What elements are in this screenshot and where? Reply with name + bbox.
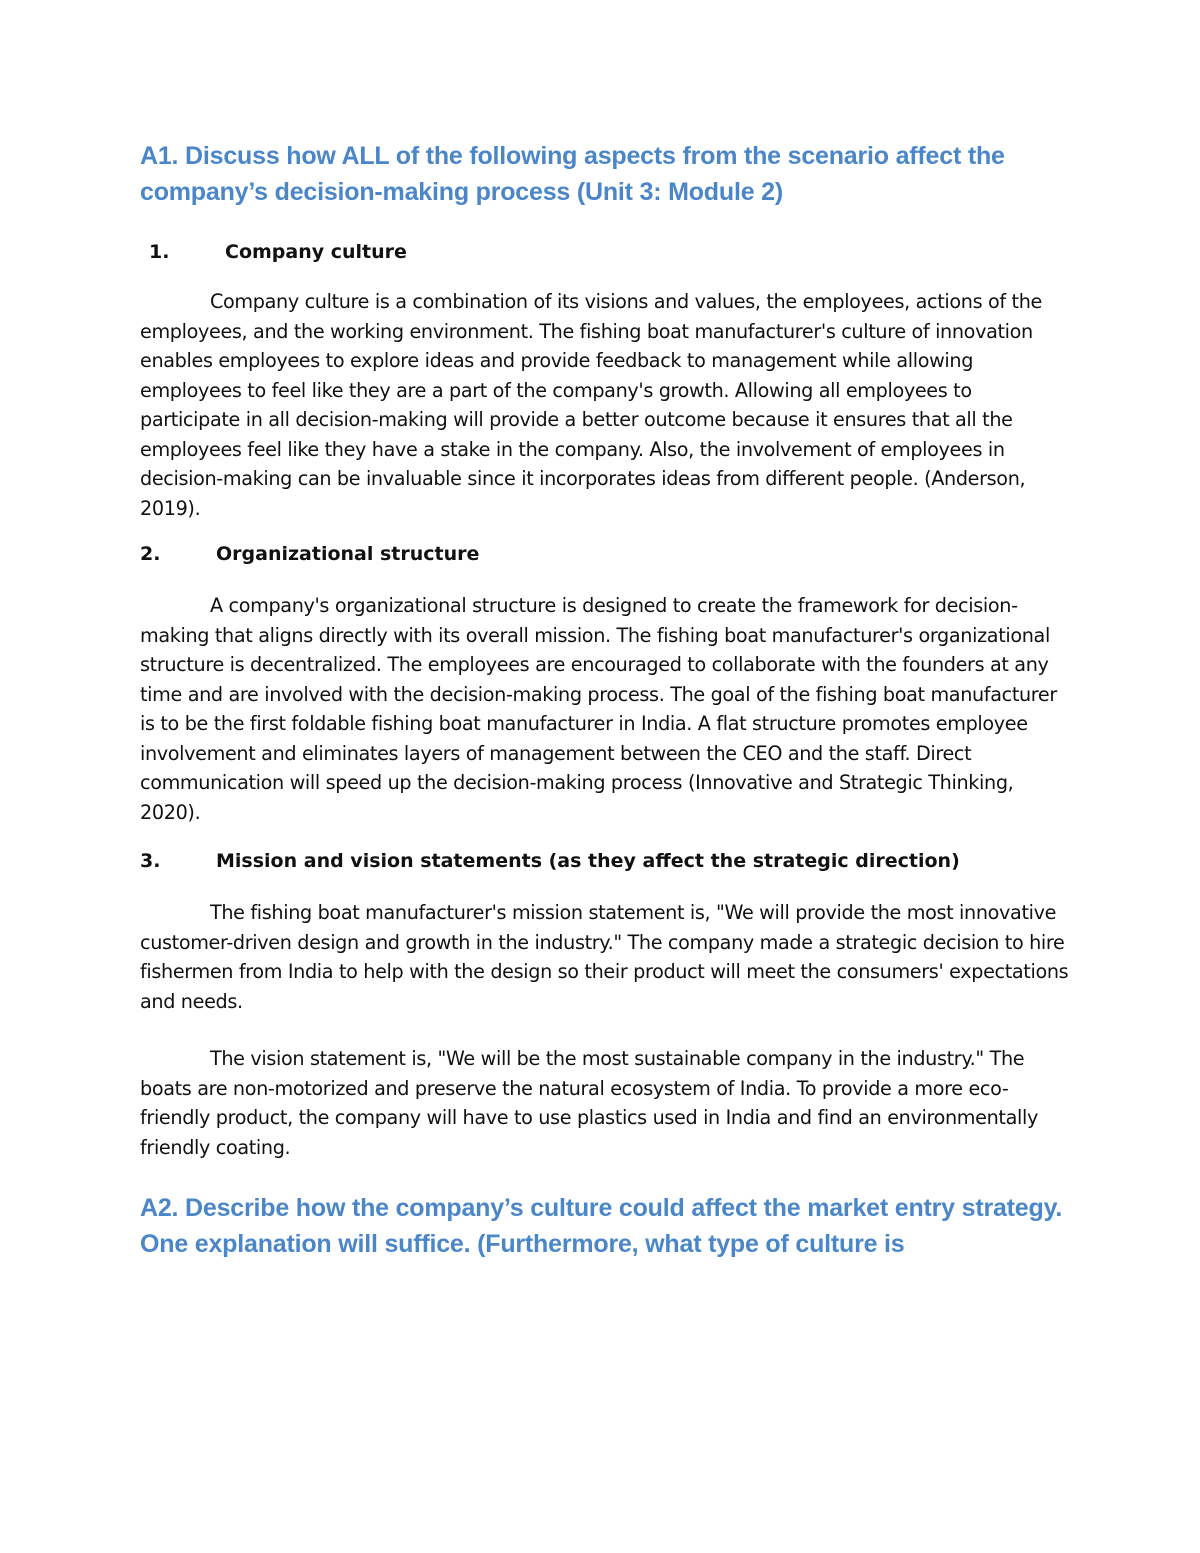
section-1-number: 1. [149,241,170,263]
section-3-title: Mission and vision statements (as they affect the strategic direction) [216,850,960,872]
a1-heading: A1. Discuss how ALL of the following aspects from the scenario affect the company’s decision-making process (Unit 3: Module 2) [140,142,1005,206]
section-2-heading [140,540,1070,568]
section-3-heading [140,847,1070,875]
section-1-title: Company culture [225,241,407,263]
section-2-paragraph: A company's organizational structure is designed to create the framework for decision-making that aligns directly with its overall mission. The fishing boat manufacturer's organizational structure is decentralized. The employees are encouraged to collaborate with the founders at any time and are involved with the decision-making process. The goal of the fishing boat manufacturer is to be the first foldable fishing boat manufacturer in India. A flat structure promotes employee involvement and eliminates layers of management between the CEO and the staff. Direct communication will speed up the decision-making process (Innovative and Strategic Thinking, 2020). [140,594,1057,824]
section-3-paragraph-vision: The vision statement is, "We will be the most sustainable company in the industry." The boats are non-motorized and preserve the natural ecosystem of India. To provide a more eco-friendly product, the company will have to use plastics used in India and find an environmentally friendly coating. [140,1047,1038,1159]
a2-heading: A2. Describe how the company’s culture could affect the market entry strategy. One explanation will suffice. (Furthermore, what type of culture is [140,1194,1063,1258]
section-3-number: 3. [140,850,161,872]
section-2-number: 2. [140,543,161,565]
section-2-title: Organizational structure [216,543,480,565]
section-3-paragraph-mission: The fishing boat manufacturer's mission statement is, "We will provide the most innovative customer-driven design and growth in the industry." The company made a strategic decision to hire fishermen from India to help with the design so their product will meet the consumers' expectations and needs. [140,901,1069,1013]
section-1-paragraph: Company culture is a combination of its visions and values, the employees, actions of the employees, and the working environment. The fishing boat manufacturer's culture of innovation enables employees to explore ideas and provide feedback to management while allowing employees to feel like they are a part of the company's growth. Allowing all employees to participate in all decision-making will provide a better outcome because it ensures that all the employees feel like they have a stake in the company. Also, the involvement of employees in decision-making can be invaluable since it incorporates ideas from different people. (Anderson, 2019). [140,290,1042,520]
document-page [140,138,1070,1262]
section-1-heading [140,238,1070,266]
